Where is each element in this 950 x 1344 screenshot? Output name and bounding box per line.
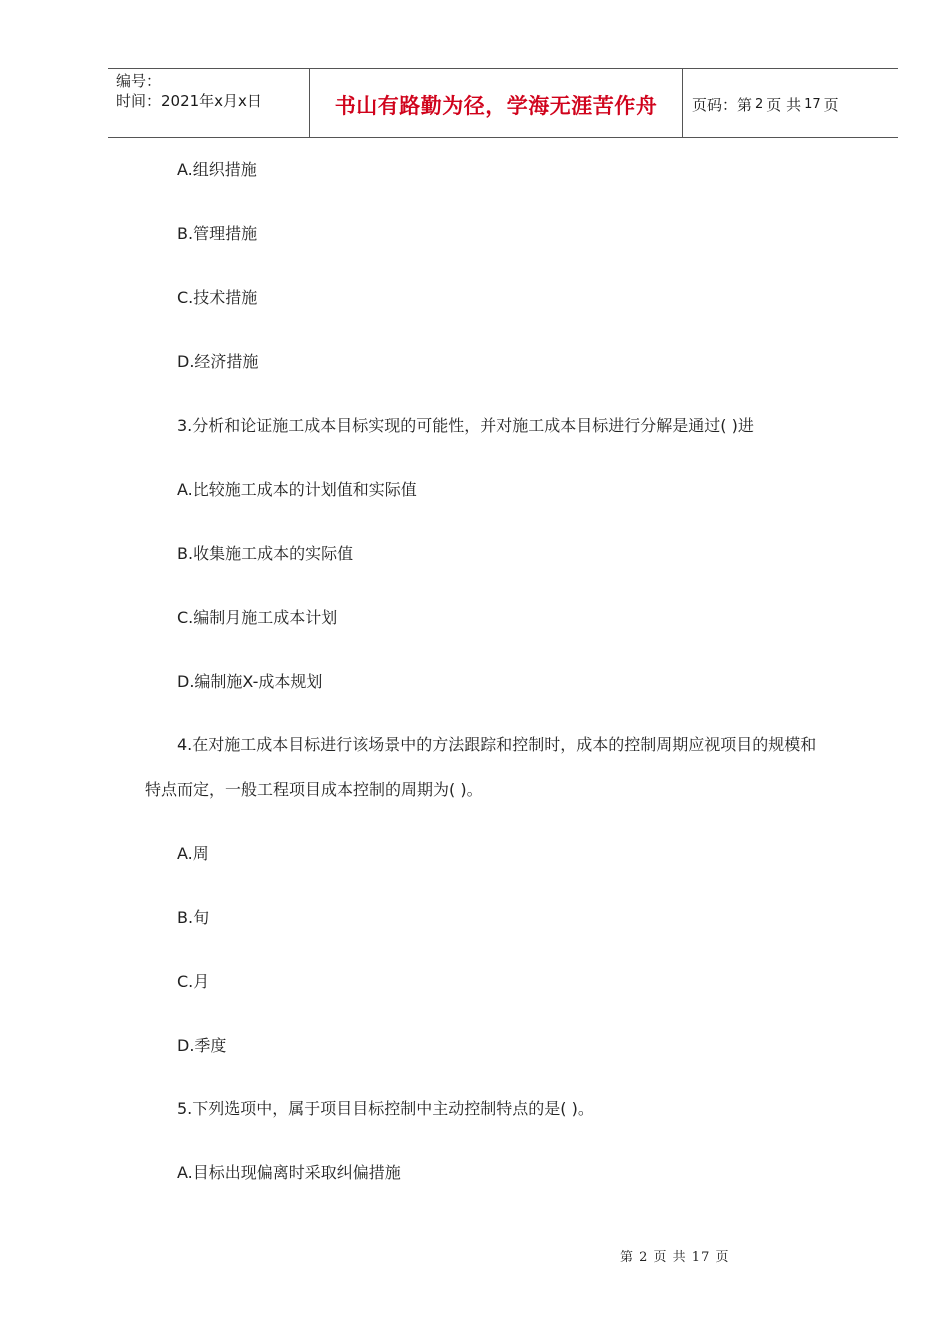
option-a: A.周 xyxy=(177,844,209,863)
option-a: A.组织措施 xyxy=(177,160,257,179)
header-page-cell xyxy=(683,69,898,137)
option-c: C.技术措施 xyxy=(177,288,258,307)
page-suffix: 页 xyxy=(823,95,839,114)
question-4: 4.在对施工成本目标进行该场景中的方法跟踪和控制时，成本的控制周期应视项目的规模和 xyxy=(177,735,817,754)
option-b: B.收集施工成本的实际值 xyxy=(177,544,354,563)
option-c: C.编制月施工成本计划 xyxy=(177,608,338,627)
option-b: B.旬 xyxy=(177,908,210,927)
question-5: 5.下列选项中，属于项目目标控制中主动控制特点的是( )。 xyxy=(177,1099,594,1118)
option-c: C.月 xyxy=(177,972,210,991)
page-current: 2 xyxy=(755,96,764,112)
motto-text: 书山有路勤为径，学海无涯苦作舟 xyxy=(334,94,658,118)
option-d: D.季度 xyxy=(177,1036,227,1055)
option-d: D.经济措施 xyxy=(177,352,259,371)
question-4-continued: 特点而定，一般工程项目成本控制的周期为( )。 xyxy=(145,780,483,799)
header-motto-cell xyxy=(310,69,683,137)
question-3: 3.分析和论证施工成本目标实现的可能性，并对施工成本目标进行分解是通过( )进 xyxy=(177,416,754,435)
option-a: A.目标出现偏离时采取纠偏措施 xyxy=(177,1163,401,1182)
option-b: B.管理措施 xyxy=(177,224,258,243)
page-header xyxy=(108,68,898,138)
option-d: D.编制施X-成本规划 xyxy=(177,672,323,691)
page-total: 17 xyxy=(804,96,821,112)
time-label: 时间：2021年x月x日 xyxy=(116,92,262,110)
page-mid: 页 共 xyxy=(766,95,802,114)
page-prefix: 页码：第 xyxy=(692,95,753,114)
option-a: A.比较施工成本的计划值和实际值 xyxy=(177,480,417,499)
page-footer: 第 2 页 共 17 页 xyxy=(620,1250,730,1265)
header-info-cell xyxy=(108,69,310,137)
serial-label: 编号： xyxy=(116,72,162,90)
